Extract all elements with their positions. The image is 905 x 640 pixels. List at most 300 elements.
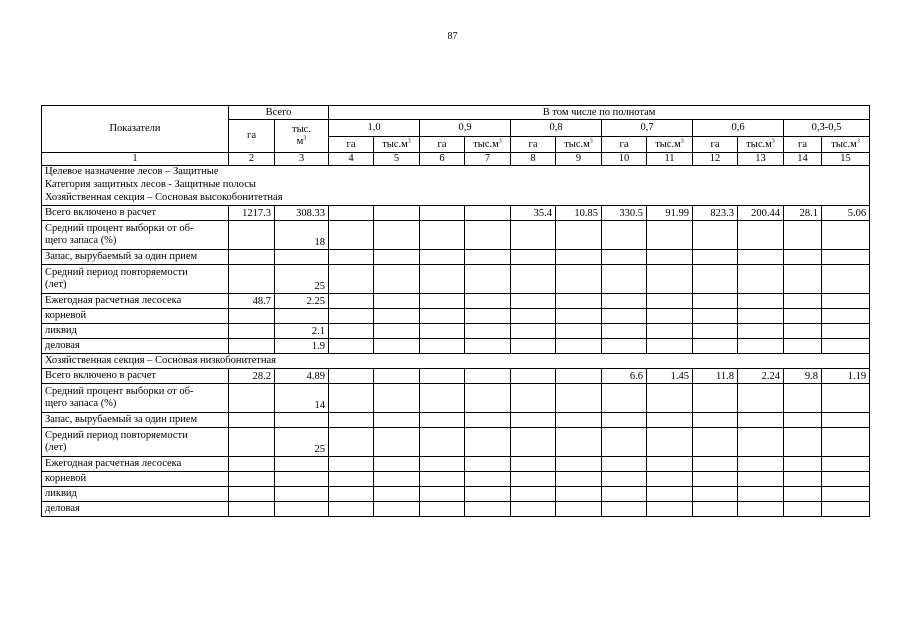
density-0-6: 0,6 <box>693 120 784 137</box>
table-row <box>42 250 870 265</box>
table-row <box>42 457 870 472</box>
row-value <box>374 428 420 457</box>
row-value <box>374 487 420 502</box>
column-number: 13 <box>738 153 784 166</box>
column-number: 5 <box>374 153 420 166</box>
row-value <box>784 413 822 428</box>
row-indicator: Всего включено в расчет <box>42 369 229 384</box>
table-row <box>42 487 870 502</box>
column-number: 6 <box>420 153 465 166</box>
row-value <box>556 502 602 517</box>
row-value <box>647 294 693 309</box>
row-value <box>229 324 275 339</box>
row-value <box>693 324 738 339</box>
row-value <box>374 250 420 265</box>
row-value <box>465 428 511 457</box>
row-value: 28.1 <box>784 206 822 221</box>
row-value <box>784 339 822 354</box>
row-value <box>420 384 465 413</box>
row-value: 9.8 <box>784 369 822 384</box>
row-value <box>511 384 556 413</box>
row-value <box>556 294 602 309</box>
row-value: 10.85 <box>556 206 602 221</box>
row-value <box>822 428 870 457</box>
row-value: 91.99 <box>647 206 693 221</box>
row-value <box>556 457 602 472</box>
row-value: 1.9 <box>275 339 329 354</box>
row-indicator: Запас, вырубаемый за один прием <box>42 413 229 428</box>
row-value <box>420 502 465 517</box>
row-value <box>420 294 465 309</box>
row-value <box>556 250 602 265</box>
row-value <box>374 324 420 339</box>
row-value <box>738 502 784 517</box>
row-value <box>229 413 275 428</box>
row-indicator: корневой <box>42 472 229 487</box>
row-value <box>556 413 602 428</box>
row-value <box>822 221 870 250</box>
row-value <box>556 339 602 354</box>
row-value <box>329 339 374 354</box>
row-value: 823.3 <box>693 206 738 221</box>
row-value <box>374 384 420 413</box>
row-value: 2.25 <box>275 294 329 309</box>
section-title: Хозяйственная секция – Сосновая низкобонитетная <box>42 354 870 369</box>
row-value <box>275 487 329 502</box>
row-value <box>465 472 511 487</box>
row-value <box>329 457 374 472</box>
row-value: 18 <box>275 221 329 250</box>
row-value <box>693 487 738 502</box>
row-value <box>784 221 822 250</box>
row-value: 28.2 <box>229 369 275 384</box>
header-total-volume: тыс. $м^3$ <box>275 120 329 153</box>
row-value <box>602 428 647 457</box>
row-value <box>693 472 738 487</box>
row-value <box>329 384 374 413</box>
row-value: 308.33 <box>275 206 329 221</box>
subheader-volume: $тыс.м^3$ <box>465 137 511 153</box>
row-value <box>822 384 870 413</box>
row-value: 2.1 <box>275 324 329 339</box>
row-value <box>602 413 647 428</box>
row-value <box>822 294 870 309</box>
row-value <box>738 413 784 428</box>
row-value <box>465 265 511 294</box>
row-value <box>738 294 784 309</box>
table-row <box>42 294 870 309</box>
row-value <box>329 250 374 265</box>
row-value <box>647 221 693 250</box>
row-value <box>556 221 602 250</box>
row-value <box>374 339 420 354</box>
row-value: 6.6 <box>602 369 647 384</box>
row-value <box>738 384 784 413</box>
section-title-line: Целевое назначение лесов – Защитные <box>45 166 219 177</box>
row-value <box>556 487 602 502</box>
row-value <box>465 502 511 517</box>
row-value <box>602 502 647 517</box>
column-number: 15 <box>822 153 870 166</box>
row-value <box>465 206 511 221</box>
row-value <box>693 265 738 294</box>
row-value: 2.24 <box>738 369 784 384</box>
density-0-8: 0,8 <box>511 120 602 137</box>
row-value <box>229 250 275 265</box>
header-total-ha: га <box>229 120 275 153</box>
row-value <box>511 265 556 294</box>
table-row <box>42 502 870 517</box>
row-value <box>329 265 374 294</box>
column-number: 1 <box>42 153 229 166</box>
row-value <box>229 502 275 517</box>
row-value <box>784 472 822 487</box>
table-row <box>42 324 870 339</box>
row-value <box>374 413 420 428</box>
row-value: 1.45 <box>647 369 693 384</box>
row-value <box>511 369 556 384</box>
row-value <box>511 221 556 250</box>
header-by-density: В том числе по полнотам <box>329 106 870 120</box>
row-value: 1.19 <box>822 369 870 384</box>
row-value <box>693 384 738 413</box>
row-value <box>229 339 275 354</box>
row-value <box>602 457 647 472</box>
subheader-volume: $тыс.м^3$ <box>738 137 784 153</box>
row-value: 35.4 <box>511 206 556 221</box>
row-value <box>822 309 870 324</box>
header-indicators: Показатели <box>42 106 229 153</box>
column-number: 9 <box>556 153 602 166</box>
row-value <box>420 309 465 324</box>
subheader-ha: га <box>693 137 738 153</box>
row-value <box>511 339 556 354</box>
row-indicator: деловая <box>42 339 229 354</box>
column-number: 11 <box>647 153 693 166</box>
row-value <box>647 487 693 502</box>
row-value <box>738 487 784 502</box>
row-value <box>465 413 511 428</box>
column-number: 14 <box>784 153 822 166</box>
row-value <box>647 309 693 324</box>
row-value <box>420 457 465 472</box>
row-value <box>738 265 784 294</box>
row-value <box>420 206 465 221</box>
row-value <box>602 250 647 265</box>
page-number: 87 <box>447 31 458 42</box>
row-value <box>420 369 465 384</box>
row-value <box>693 294 738 309</box>
row-value <box>329 502 374 517</box>
subheader-volume: $тыс.м^3$ <box>647 137 693 153</box>
row-value <box>374 265 420 294</box>
header-total: Всего <box>229 106 329 120</box>
row-value <box>602 294 647 309</box>
row-value <box>822 457 870 472</box>
row-value <box>420 339 465 354</box>
row-value <box>738 221 784 250</box>
row-value <box>465 339 511 354</box>
row-indicator: Средний период повторяемости (лет) <box>42 265 229 294</box>
row-value <box>229 265 275 294</box>
row-value <box>374 369 420 384</box>
subheader-ha: га <box>511 137 556 153</box>
row-value: 11.8 <box>693 369 738 384</box>
row-value <box>647 339 693 354</box>
row-value <box>647 457 693 472</box>
column-number: 7 <box>465 153 511 166</box>
row-value <box>511 428 556 457</box>
row-value <box>511 487 556 502</box>
row-value <box>822 324 870 339</box>
row-value <box>693 250 738 265</box>
row-value <box>374 457 420 472</box>
row-value <box>229 487 275 502</box>
table-row <box>42 472 870 487</box>
density-0-3-0-5: 0,3-0,5 <box>784 120 870 137</box>
column-number: 4 <box>329 153 374 166</box>
row-value <box>738 339 784 354</box>
row-indicator: корневой <box>42 309 229 324</box>
row-value <box>647 428 693 457</box>
row-value <box>738 250 784 265</box>
row-value <box>647 413 693 428</box>
row-value: 48.7 <box>229 294 275 309</box>
row-value <box>647 502 693 517</box>
column-number: 2 <box>229 153 275 166</box>
row-value <box>647 324 693 339</box>
density-0-9: 0,9 <box>420 120 511 137</box>
row-value <box>275 309 329 324</box>
row-value <box>229 384 275 413</box>
row-value <box>465 221 511 250</box>
row-value <box>822 413 870 428</box>
row-value <box>511 309 556 324</box>
row-value <box>693 309 738 324</box>
row-value <box>693 339 738 354</box>
row-indicator: Ежегодная расчетная лесосека <box>42 294 229 309</box>
row-indicator: деловая <box>42 502 229 517</box>
row-value <box>556 384 602 413</box>
row-indicator: ликвид <box>42 324 229 339</box>
row-value <box>465 369 511 384</box>
row-value <box>329 413 374 428</box>
row-value <box>602 339 647 354</box>
table-row <box>42 206 870 221</box>
row-value <box>693 502 738 517</box>
row-value <box>647 384 693 413</box>
column-number: 10 <box>602 153 647 166</box>
row-value <box>420 221 465 250</box>
table-row <box>42 428 870 457</box>
row-value <box>647 265 693 294</box>
row-value <box>374 221 420 250</box>
row-value <box>784 309 822 324</box>
row-value <box>602 384 647 413</box>
row-value <box>693 428 738 457</box>
section-title-line: Категория защитных лесов - Защитные полосы <box>45 179 256 190</box>
row-value <box>420 413 465 428</box>
row-value: 1217.3 <box>229 206 275 221</box>
column-number: 12 <box>693 153 738 166</box>
row-value <box>784 384 822 413</box>
row-value <box>329 428 374 457</box>
table-row <box>42 384 870 413</box>
row-value <box>329 472 374 487</box>
row-value <box>784 502 822 517</box>
row-value <box>511 324 556 339</box>
row-value <box>229 457 275 472</box>
row-value <box>822 339 870 354</box>
subheader-ha: га <box>329 137 374 153</box>
density-0-7: 0,7 <box>602 120 693 137</box>
row-value <box>784 324 822 339</box>
row-value <box>556 309 602 324</box>
section-title-block <box>42 166 870 206</box>
row-value <box>229 472 275 487</box>
subheader-ha: га <box>784 137 822 153</box>
row-value <box>374 206 420 221</box>
row-indicator: Ежегодная расчетная лесосека <box>42 457 229 472</box>
row-indicator: Средний процент выборки от об- щего запаса (%) <box>42 384 229 413</box>
row-value <box>420 265 465 294</box>
row-indicator: ликвид <box>42 487 229 502</box>
table-row <box>42 221 870 250</box>
row-value <box>465 294 511 309</box>
row-value <box>602 221 647 250</box>
table-row <box>42 309 870 324</box>
row-value <box>329 294 374 309</box>
row-value <box>602 324 647 339</box>
row-value <box>329 206 374 221</box>
row-value <box>465 457 511 472</box>
row-value <box>693 457 738 472</box>
row-value <box>374 309 420 324</box>
row-value <box>374 294 420 309</box>
row-value <box>602 265 647 294</box>
row-value <box>275 413 329 428</box>
row-value <box>374 472 420 487</box>
row-value: 4.89 <box>275 369 329 384</box>
row-value <box>738 472 784 487</box>
row-value: 200.44 <box>738 206 784 221</box>
row-value <box>511 457 556 472</box>
row-value <box>556 324 602 339</box>
row-value <box>556 265 602 294</box>
row-value <box>511 413 556 428</box>
row-value <box>511 294 556 309</box>
table-row <box>42 339 870 354</box>
row-value <box>822 487 870 502</box>
row-indicator: Запас, вырубаемый за один прием <box>42 250 229 265</box>
row-value <box>275 250 329 265</box>
row-value <box>784 265 822 294</box>
row-value <box>556 472 602 487</box>
row-value <box>465 324 511 339</box>
column-number: 8 <box>511 153 556 166</box>
row-value <box>602 487 647 502</box>
forest-cutting-table <box>41 105 870 517</box>
row-value <box>556 369 602 384</box>
table-row <box>42 369 870 384</box>
row-value <box>465 487 511 502</box>
subheader-ha: га <box>420 137 465 153</box>
table-row <box>42 265 870 294</box>
row-value <box>822 472 870 487</box>
row-indicator: Средний период повторяемости (лет) <box>42 428 229 457</box>
row-value <box>420 487 465 502</box>
section-title-line: Хозяйственная секция – Сосновая высокобонитетная <box>45 192 283 203</box>
row-value <box>693 221 738 250</box>
row-value: 25 <box>275 428 329 457</box>
row-value <box>420 472 465 487</box>
row-value <box>275 457 329 472</box>
row-value <box>693 413 738 428</box>
row-value <box>374 502 420 517</box>
row-value <box>738 428 784 457</box>
row-value <box>784 457 822 472</box>
subheader-ha: га <box>602 137 647 153</box>
row-value: 330.5 <box>602 206 647 221</box>
row-value: 5.06 <box>822 206 870 221</box>
row-value <box>511 472 556 487</box>
column-number: 3 <box>275 153 329 166</box>
row-value <box>329 309 374 324</box>
row-value <box>556 428 602 457</box>
row-value <box>647 250 693 265</box>
row-value <box>420 428 465 457</box>
row-indicator: Средний процент выборки от об- щего запаса (%) <box>42 221 229 250</box>
row-value <box>229 221 275 250</box>
row-value <box>738 457 784 472</box>
row-value <box>784 294 822 309</box>
row-value <box>465 250 511 265</box>
row-value: 14 <box>275 384 329 413</box>
row-value <box>329 221 374 250</box>
subheader-volume: $тыс.м^3$ <box>822 137 870 153</box>
row-value: 25 <box>275 265 329 294</box>
row-value <box>329 324 374 339</box>
row-value <box>784 487 822 502</box>
density-1-0: 1,0 <box>329 120 420 137</box>
row-value <box>275 502 329 517</box>
row-value <box>329 369 374 384</box>
row-value <box>275 472 329 487</box>
row-value <box>784 428 822 457</box>
row-value <box>465 384 511 413</box>
subheader-volume: $тыс.м^3$ <box>556 137 602 153</box>
table-row <box>42 413 870 428</box>
row-value <box>420 250 465 265</box>
row-value <box>738 324 784 339</box>
row-value <box>602 309 647 324</box>
row-value <box>465 309 511 324</box>
row-value <box>784 250 822 265</box>
row-value <box>511 250 556 265</box>
row-value <box>511 502 556 517</box>
row-value <box>229 428 275 457</box>
row-value <box>329 487 374 502</box>
row-value <box>229 309 275 324</box>
row-value <box>822 502 870 517</box>
row-value <box>602 472 647 487</box>
row-indicator: Всего включено в расчет <box>42 206 229 221</box>
row-value <box>822 265 870 294</box>
row-value <box>822 250 870 265</box>
subheader-volume: $тыс.м^3$ <box>374 137 420 153</box>
row-value <box>420 324 465 339</box>
row-value <box>647 472 693 487</box>
